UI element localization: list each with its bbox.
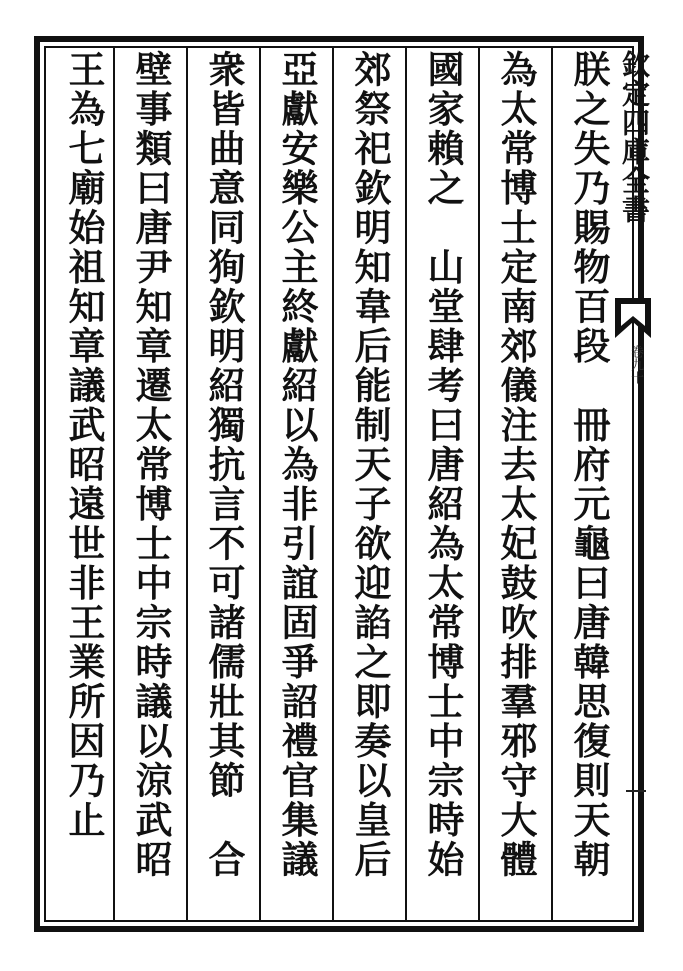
text-column-8: 王為七廟始祖知章議武昭遠世非王業所因乃止 <box>62 50 106 840</box>
column-rule <box>186 48 188 920</box>
column-rule <box>478 48 480 920</box>
column-rule <box>551 48 553 920</box>
text-column-5: 亞獻安樂公主終獻紹以為非引誼固爭詔禮官集議 <box>275 50 319 880</box>
text-column-6: 衆皆曲意同狥欽明紹獨抗言不可諸儒壯其節 合 <box>202 50 246 880</box>
margin-juan-number: 卷九十 <box>628 345 643 384</box>
text-column-2: 為太常博士定南郊儀注去太妃鼓吹排羣邪守大體 <box>494 50 538 880</box>
text-column-3: 國家賴之 山堂肆考曰唐紹為太常博士中宗時始 <box>421 50 465 880</box>
margin-book-title: 欽定四庫全書 <box>618 50 651 224</box>
margin-tick <box>626 790 646 792</box>
text-column-1: 朕之失乃賜物百段 冊府元龜曰唐韓思復則天朝 <box>567 50 611 880</box>
column-rule <box>405 48 407 920</box>
column-rule <box>332 48 334 920</box>
fishtail-mark-icon <box>615 298 651 338</box>
column-rule <box>259 48 261 920</box>
text-column-7: 壁事類曰唐尹知章遷太常博士中宗時議以涼武昭 <box>129 50 173 880</box>
text-column-4: 郊祭祀欽明知韋后能制天子欲迎諂之即奏以皇后 <box>348 50 392 880</box>
